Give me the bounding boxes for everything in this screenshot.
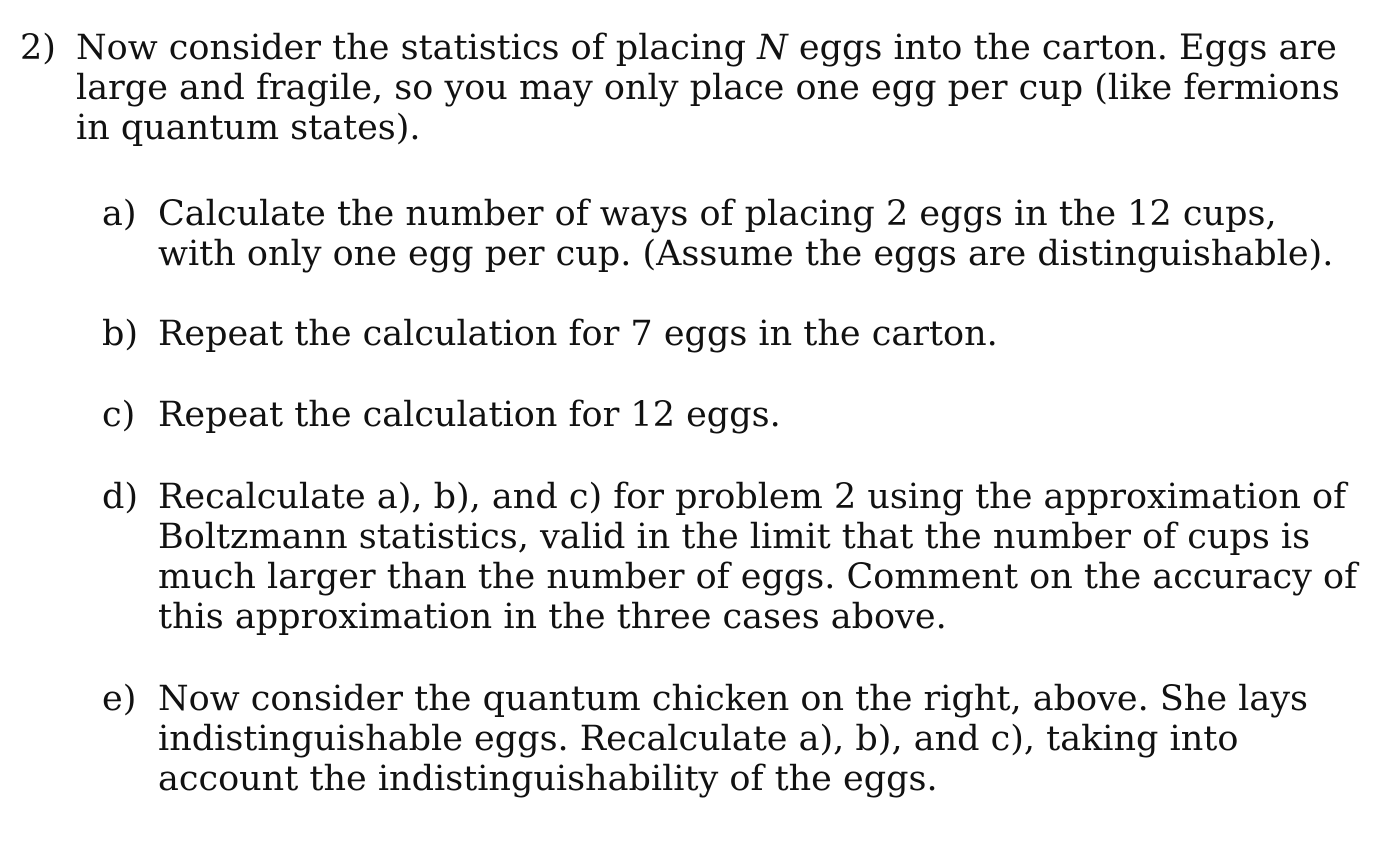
part-d xyxy=(102,477,1362,637)
part-c-text: Repeat the calculation for 12 eggs. xyxy=(158,395,781,435)
part-b-label: b) xyxy=(102,314,139,354)
part-a-text: Calculate the number of ways of placing 2 eggs in the 12 cups, with only one egg per cup. (Assume the eggs are distinguishable). xyxy=(158,194,1334,274)
problem-text-after: eggs into the carton. Eggs are large and fragile, so you may only place one egg per cup (like fermions in quantum states). xyxy=(76,28,1340,148)
part-c xyxy=(102,395,1362,435)
part-e-label: e) xyxy=(102,679,137,719)
part-e-text: Now consider the quantum chicken on the right, above. She lays indistinguishable eggs. Recalculate a), b), and c), taking into account the indistinguishability of the eggs. xyxy=(158,679,1308,799)
part-a xyxy=(102,194,1362,274)
problem-statement xyxy=(76,28,1360,148)
part-e xyxy=(102,679,1362,799)
problem-variable-n: N xyxy=(757,28,788,68)
part-c-label: c) xyxy=(102,395,136,435)
part-b xyxy=(102,314,1362,354)
part-d-text: Recalculate a), b), and c) for problem 2 using the approximation of Boltzmann statistics, valid in the limit that the number of cups is much larger than the number of eggs. Comment on the accuracy of this approximation in the three cases above. xyxy=(158,477,1358,637)
part-a-label: a) xyxy=(102,194,137,234)
problem-2 xyxy=(20,28,1360,148)
part-b-text: Repeat the calculation for 7 eggs in the carton. xyxy=(158,314,998,354)
problem-text-before: Now consider the statistics of placing xyxy=(76,28,758,68)
part-d-label: d) xyxy=(102,477,139,517)
problem-number: 2) xyxy=(20,28,56,68)
